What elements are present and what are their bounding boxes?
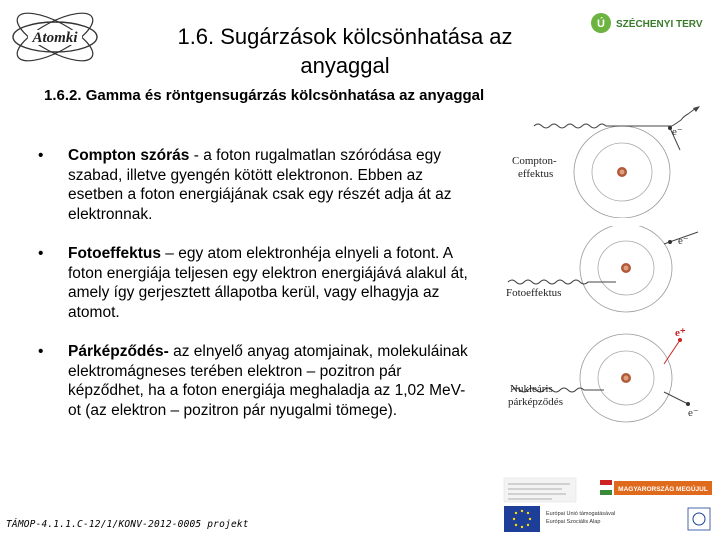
compton-diagram — [504, 100, 714, 218]
electron-label: e⁻ — [672, 126, 683, 138]
magyarorszag-megujul-text: MAGYARORSZÁG MEGÚJUL — [618, 486, 708, 493]
bullet-marker: • — [38, 147, 44, 164]
bullet-text: - a foton rugalmatlan szóródása egy szabad, illetve gyengén kötött elektronon. Ebben az esetben a foton energiájának csak egy részét adja át az elektronnak. — [68, 147, 452, 223]
fotoeffektus-label: Fotoeffektus — [506, 287, 562, 299]
atomki-logo — [8, 12, 102, 62]
section-subtitle: 1.6.2. Gamma és röntgensugárzás kölcsönhatása az anyaggal — [44, 87, 485, 104]
project-code: TÁMOP-4.1.1.C-12/1/KONV-2012-0005 projekt — [6, 519, 249, 530]
page-title — [110, 22, 580, 80]
compton-label-2: effektus — [518, 168, 554, 180]
pair-label-2: párképződés — [508, 396, 563, 408]
eu-support-line-1: Európai Unió támogatásával — [546, 511, 616, 517]
compton-label-1: Compton- — [512, 155, 557, 167]
funding-badges — [502, 474, 714, 536]
electron-label: e⁻ — [678, 235, 689, 247]
eu-support-line-2: Európai Szociális Alap — [546, 519, 601, 525]
bullet-marker: • — [38, 245, 44, 262]
positron-label: e⁺ — [675, 328, 686, 339]
bullet-fotoeffektus — [38, 244, 468, 322]
bullet-term: Párképződés- — [68, 343, 169, 360]
bullet-parkepzodes — [38, 342, 468, 420]
electron-label: e⁻ — [688, 407, 699, 419]
title-line-1: 1.6. Sugárzások kölcsönhatása az — [177, 24, 513, 49]
szechenyi-terv-logo — [590, 10, 712, 36]
title-line-2: anyaggal — [300, 53, 390, 78]
bullet-term: Fotoeffektus — [68, 245, 161, 262]
parkepzodes-diagram — [504, 328, 714, 428]
fotoeffektus-diagram — [504, 226, 714, 324]
atomki-logo-text: Atomki — [32, 30, 78, 46]
bullet-compton — [38, 146, 468, 224]
svg-text:Ú: Ú — [597, 18, 605, 30]
bullet-text: – egy atom elektronhéja elnyeli a fotont. A foton energiája teljesen egy elektron energiájává alakul át, amely így gerjesztett állapotba kerül, vagy elhagyja az atomot. — [68, 245, 468, 321]
bullet-text: az elnyelő anyag atomjainak, molekuláinak elektromágneses terében elektron – pozitron pár képződhet, ha a foton energiája meghaladja az 1,02 MeV-ot (az elektron – pozitron pár nyugalmi tömege). — [68, 343, 468, 419]
pair-label-1: Nukleáris — [510, 383, 553, 395]
szechenyi-terv-text: SZÉCHENYI TERV — [616, 19, 703, 30]
bullet-marker: • — [38, 343, 44, 360]
bullet-term: Compton szórás — [68, 147, 190, 164]
